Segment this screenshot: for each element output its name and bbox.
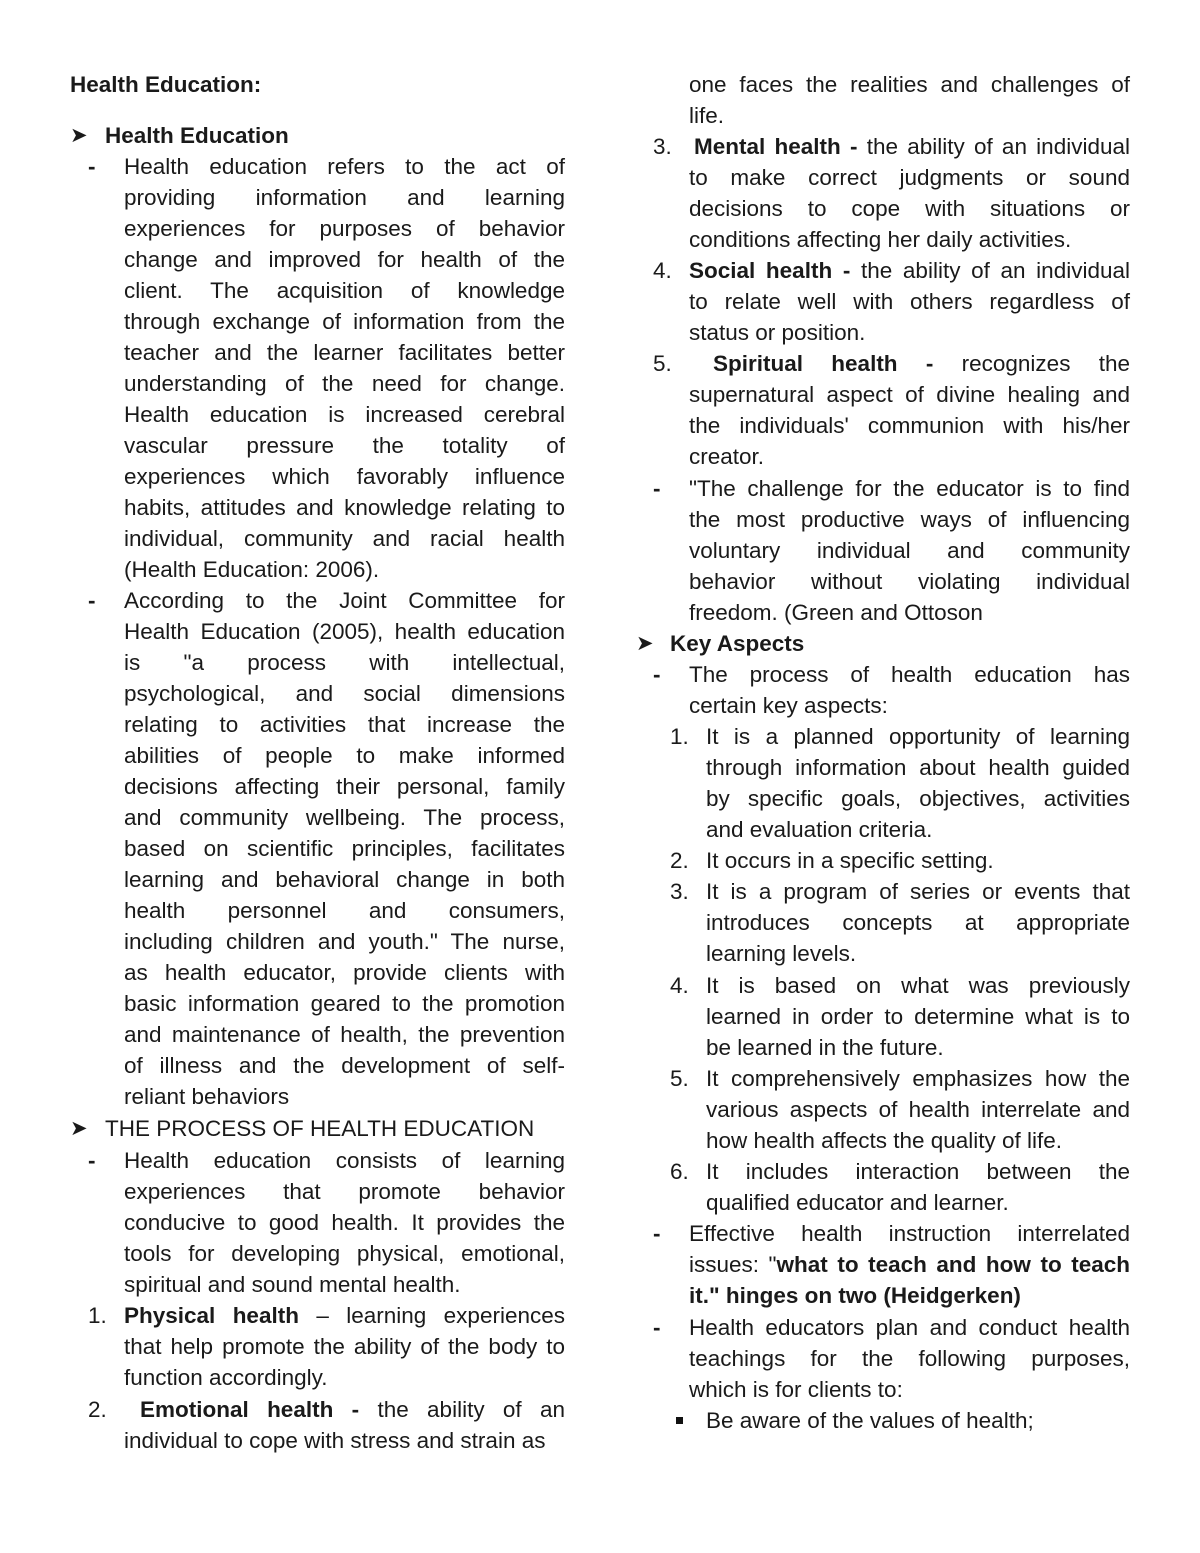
dash-bullet: -	[653, 1221, 661, 1246]
text-line: to make correct judgments or sound	[689, 165, 1130, 190]
text-line: providing information and learning	[124, 185, 565, 210]
section-heading: ➤ THE PROCESS OF HEALTH EDUCATION	[70, 1113, 565, 1144]
text-line: and maintenance of health, the prevention	[124, 1022, 565, 1047]
text-line: client. The acquisition of knowledge	[124, 278, 565, 303]
numbered-item: 3. Mental health - the ability of an individual	[653, 134, 1130, 159]
text-line: Health educators plan and conduct health	[689, 1315, 1130, 1340]
numbered-item: 5. Spiritual health - recognizes the	[653, 351, 1131, 376]
text-line: issues: "what to teach and how to teach	[689, 1252, 1130, 1277]
text-line: that help promote the ability of the body to	[124, 1334, 565, 1359]
section-heading: ➤ Health Education	[70, 120, 565, 151]
text-line: According to the Joint Committee for	[124, 588, 565, 613]
dash-bullet: -	[88, 154, 96, 179]
text-line: be learned in the future.	[706, 1035, 944, 1060]
text-line: vascular pressure the totality of	[124, 433, 565, 458]
text-line: the individuals' communion with his/her	[689, 413, 1130, 438]
text-line: spiritual and sound mental health.	[124, 1272, 461, 1297]
text-line: how health affects the quality of life.	[706, 1128, 1063, 1153]
text-line: teachings for the following purposes,	[689, 1346, 1130, 1371]
text-line: creator.	[689, 444, 765, 469]
text-line: the most productive ways of influencing	[689, 507, 1130, 532]
text-line: is "a process with intellectual,	[124, 650, 565, 675]
text-line: Effective health instruction interrelated	[689, 1221, 1130, 1246]
text-line: introduces concepts at appropriate	[706, 910, 1130, 935]
text-line: It comprehensively emphasizes how the	[706, 1066, 1130, 1091]
text-line: change and improved for health of the	[124, 247, 565, 272]
text-line: It includes interaction between the	[706, 1159, 1130, 1184]
text-line: It occurs in a specific setting.	[706, 848, 994, 873]
text-line: of illness and the development of self-	[124, 1053, 565, 1078]
dash-bullet: -	[88, 588, 96, 613]
text-line: qualified educator and learner.	[706, 1190, 1009, 1215]
dash-bullet: -	[88, 1148, 96, 1173]
text-line: status or position.	[689, 320, 866, 345]
text-line: experiences for purposes of behavior	[124, 216, 565, 241]
page-title: Health Education:	[70, 72, 262, 97]
text-line: based on scientific principles, facilitates	[124, 836, 565, 861]
dash-bullet: -	[653, 662, 661, 687]
text-line: The process of health education has	[689, 662, 1130, 687]
dash-bullet: -	[653, 1315, 661, 1340]
numbered-item: 4. Social health - the ability of an individual	[653, 258, 1130, 283]
text-line: including children and youth." The nurse,	[124, 929, 565, 954]
text-line: function accordingly.	[124, 1365, 328, 1390]
dash-bullet: -	[653, 476, 661, 501]
text-line: basic information geared to the promotion	[124, 991, 565, 1016]
text-line: conducive to good health. It provides the	[124, 1210, 565, 1235]
text-line: various aspects of health interrelate and	[706, 1097, 1130, 1122]
text-line: It is based on what was previously	[706, 973, 1130, 998]
text-line: conditions affecting her daily activities.	[689, 227, 1072, 252]
text-line: reliant behaviors	[124, 1084, 290, 1109]
numbered-item: 1. Physical health – learning experiences	[88, 1303, 565, 1328]
text-line: habits, attitudes and knowledge relating to	[124, 495, 565, 520]
text-line: It is a planned opportunity of learning	[706, 724, 1130, 749]
numbered-item: 4.	[670, 973, 689, 998]
text-line: tools for developing physical, emotional,	[124, 1241, 565, 1266]
text-line: teacher and the learner facilitates better	[124, 340, 565, 365]
text-line: decisions to cope with situations or	[689, 196, 1130, 221]
text-line: and evaluation criteria.	[706, 817, 933, 842]
arrow-bullet-icon: ➤	[636, 632, 654, 655]
text-line: it." hinges on two (Heidgerken)	[689, 1283, 1021, 1308]
text-line: supernatural aspect of divine healing and	[689, 382, 1130, 407]
text-line: and community wellbeing. The process,	[124, 805, 565, 830]
text-line: to relate well with others regardless of	[689, 289, 1130, 314]
text-line: Health education consists of learning	[124, 1148, 565, 1173]
text-line: certain key aspects:	[689, 693, 888, 718]
text-line: "The challenge for the educator is to find	[689, 476, 1130, 501]
text-line: as health educator, provide clients with	[124, 960, 565, 985]
text-line: Health Education (2005), health education	[124, 619, 565, 644]
text-line: learning and behavioral change in both	[124, 867, 565, 892]
text-line: through information about health guided	[706, 755, 1130, 780]
text-line: understanding of the need for change.	[124, 371, 565, 396]
text-line: experiences which favorably influence	[124, 464, 565, 489]
numbered-item: 6.	[670, 1159, 689, 1184]
text-line: behavior without violating individual	[689, 569, 1130, 594]
numbered-item: 5.	[670, 1066, 689, 1091]
text-line: experiences that promote behavior	[124, 1179, 565, 1204]
text-line: individual to cope with stress and strain as	[124, 1428, 546, 1453]
text-line: life.	[689, 103, 725, 128]
text-line: Health education is increased cerebral	[124, 402, 565, 427]
text-line: relating to activities that increase the	[124, 712, 565, 737]
numbered-item: 2. Emotional health - the ability of an	[88, 1397, 565, 1422]
text-line: by specific goals, objectives, activities	[706, 786, 1130, 811]
text-line: freedom. (Green and Ottoson	[689, 600, 983, 625]
numbered-item: 2.	[670, 848, 689, 873]
text-line: individual, community and racial health	[124, 526, 565, 551]
square-bullet-icon	[676, 1417, 683, 1424]
text-line: decisions affecting their personal, family	[124, 774, 565, 799]
text-line: voluntary individual and community	[689, 538, 1130, 563]
text-line: abilities of people to make informed	[124, 743, 565, 768]
text-line: learned in order to determine what is to	[706, 1004, 1130, 1029]
text-line: through exchange of information from the	[124, 309, 565, 334]
text-line: psychological, and social dimensions	[124, 681, 565, 706]
text-line: one faces the realities and challenges of	[689, 72, 1130, 97]
numbered-item: 1.	[670, 724, 689, 749]
text-line: health personnel and consumers,	[124, 898, 565, 923]
text-line: (Health Education: 2006).	[124, 557, 380, 582]
text-line: Health education refers to the act of	[124, 154, 565, 179]
arrow-bullet-icon: ➤	[70, 1117, 88, 1140]
square-bullet-item: Be aware of the values of health;	[636, 1405, 1130, 1436]
section-heading: ➤ Key Aspects	[636, 628, 1130, 659]
text-line: which is for clients to:	[689, 1377, 903, 1402]
text-line: It is a program of series or events that	[706, 879, 1130, 904]
arrow-bullet-icon: ➤	[70, 124, 88, 147]
text-line: learning levels.	[706, 941, 857, 966]
numbered-item: 3.	[670, 879, 689, 904]
